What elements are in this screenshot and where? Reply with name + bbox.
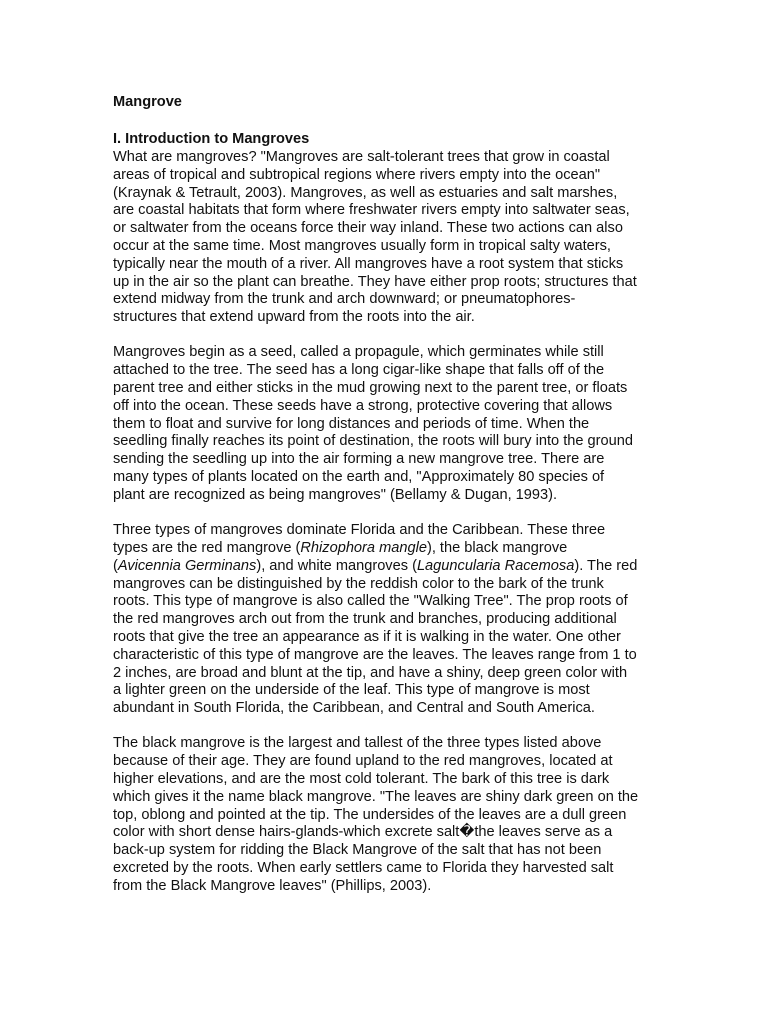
text-fragment: ). The red [574,557,638,574]
text-line: 2 inches, are broad and blunt at the tip, and have a shiny, deep green color with [113,664,628,681]
text-line: plant are recognized as being mangroves" (Bellamy & Dugan, 1993). [113,486,558,503]
text-line: extend midway from the trunk and arch downward; or pneumatophores- [113,291,576,308]
text-line: seedling finally reaches its point of destination, the roots will bury into the ground [113,433,634,450]
text-line: excreted by the roots. When early settlers came to Florida they harvested salt [113,859,614,876]
text-line [113,540,661,558]
text-line: Three types of mangroves dominate Florida and the Caribbean. These three [113,522,606,539]
text-line: (Kraynak & Tetrault, 2003). Mangroves, as well as estuaries and salt marshes, [113,184,618,201]
text-line: attached to the tree. The seed has a long cigar-like shape that falls off of the [113,362,605,379]
text-fragment: types are the red mangrove ( [113,539,301,556]
text-line: color with short dense hairs-glands-which excrete salt�the leaves serve as a [113,824,613,841]
text-line: occur at the same time. Most mangroves usually form in tropical salty waters, [113,237,611,254]
text-line: sending the seedling up into the air forming a new mangrove tree. There are [113,451,605,468]
text-line: the red mangroves arch out from the trunk and branches, producing additional [113,611,617,628]
text-line: roots that give the tree an appearance as if it is walking in the water. One other [113,628,621,645]
paragraph-propagule [113,344,661,504]
text-line: characteristic of this type of mangrove are the leaves. The leaves range from 1 to [113,646,637,663]
document-page [113,92,661,896]
text-line: from the Black Mangrove leaves" (Phillips, 2003). [113,877,432,894]
text-line: mangroves can be distinguished by the reddish color to the bark of the trunk [113,575,604,592]
text-fragment: ), the black mangrove [426,539,568,556]
text-line: a lighter green on the underside of the leaf. This type of mangrove is most [113,682,590,699]
text-line: are coastal habitats that form where freshwater rivers empty into saltwater seas, [113,202,630,219]
text-line: because of their age. They are found upland to the red mangroves, located at [113,753,613,770]
text-line: typically near the mouth of a river. All mangroves have a root system that sticks [113,255,624,272]
text-line: or saltwater from the oceans force their way inland. These two actions can also [113,220,623,237]
text-line: parent tree and either sticks in the mud growing next to the parent tree, or floats [113,380,628,397]
document-title: Mangrove [113,94,182,110]
text-line: structures that extend upward from the roots into the air. [113,309,475,326]
text-line: The black mangrove is the largest and tallest of the three types listed above [113,735,602,752]
paragraph-introduction [113,149,661,327]
text-fragment: ), and white mangroves ( [256,557,417,574]
text-line: which gives it the name black mangrove. "The leaves are shiny dark green on the [113,788,639,805]
paragraph-three-types [113,522,661,718]
text-line: back-up system for ridding the Black Mangrove of the salt that has not been [113,842,602,859]
text-fragment: ( [113,557,118,574]
species-name-red: Rhizophora mangle [300,539,427,556]
species-name-black: Avicennia Germinans [117,557,257,574]
text-line: top, oblong and pointed at the tip. The undersides of the leaves are a dull green [113,806,627,823]
text-line [113,558,661,576]
text-line: areas of tropical and subtropical regions where rivers empty into the ocean" [113,166,601,183]
text-line: abundant in South Florida, the Caribbean, and Central and South America. [113,700,595,717]
text-line: them to float and survive for long distances and periods of time. When the [113,415,590,432]
text-line: What are mangroves? "Mangroves are salt-tolerant trees that grow in coastal [113,149,610,165]
text-line: higher elevations, and are the most cold tolerant. The bark of this tree is dark [113,771,610,787]
text-line: up in the air so the plant can breathe. They have either prop roots; structures that [113,273,637,290]
section-heading: I. Introduction to Mangroves [113,131,310,147]
text-line: many types of plants located on the earth and, "Approximately 80 species of [113,469,605,486]
text-line: Mangroves begin as a seed, called a propagule, which germinates while still [113,344,604,361]
text-line: off into the ocean. These seeds have a strong, protective covering that allows [113,397,613,414]
text-line: roots. This type of mangrove is also called the "Walking Tree". The prop roots of [113,593,628,610]
paragraph-black-mangrove [113,735,661,895]
species-name-white: Laguncularia Racemosa [416,557,575,574]
